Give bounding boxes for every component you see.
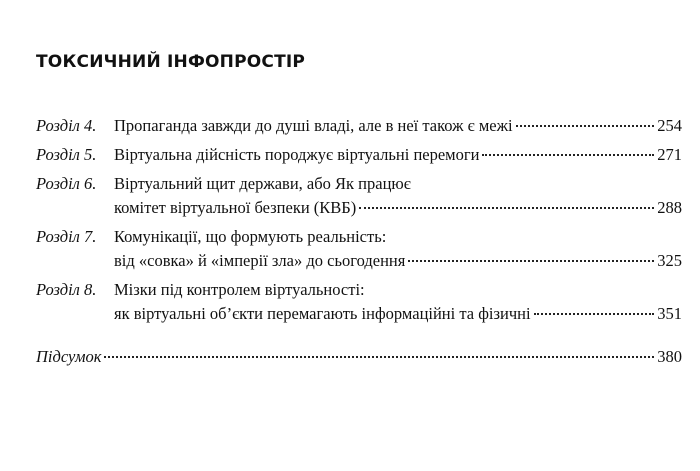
chapter-title-continued: як віртуальні об’єкти перемагають інформаційні та фізичні — [114, 304, 531, 323]
toc-entry-summary — [36, 345, 682, 369]
section-title: ТОКСИЧНИЙ ІНФОПРОСТІР — [36, 52, 306, 72]
chapter-title-line — [114, 278, 682, 302]
chapter-label: Розділ 5. — [36, 145, 97, 164]
chapter-title-line — [114, 196, 682, 220]
toc-entry-chapter-7 — [36, 225, 682, 273]
chapter-label: Розділ 4. — [36, 116, 97, 135]
chapter-title-line — [114, 225, 682, 249]
chapter-title-line — [114, 249, 682, 273]
page-number: 288 — [657, 198, 682, 217]
chapter-title-continued: від «совка» й «імперії зла» до сьогодення — [114, 251, 406, 270]
chapter-title-continued: комітет віртуальної безпеки (КВБ) — [114, 198, 357, 217]
page-number: 271 — [657, 145, 682, 164]
chapter-title-line — [114, 302, 682, 326]
summary-line — [36, 345, 682, 369]
chapter-label: Розділ 6. — [36, 174, 97, 193]
chapter-title-line — [114, 172, 682, 196]
dot-leader — [408, 260, 654, 262]
chapter-body — [114, 278, 682, 326]
chapter-title: Віртуальний щит держави, або Як працює — [114, 174, 411, 193]
page-number: 254 — [657, 116, 682, 135]
chapter-title: Мізки під контролем віртуальності: — [114, 280, 365, 299]
dot-leader — [534, 313, 655, 315]
toc-entry-chapter-4 — [36, 114, 682, 138]
chapter-label: Розділ 8. — [36, 280, 97, 299]
chapter-title-line — [114, 143, 682, 167]
chapter-title: Пропаганда завжди до душі владі, але в неї також є межі — [114, 116, 513, 135]
page-number: 351 — [657, 304, 682, 323]
dot-leader — [359, 207, 654, 209]
chapter-title: Віртуальна дійсність породжує віртуальні перемоги — [114, 145, 480, 164]
summary-label: Підсумок — [36, 347, 102, 366]
dot-leader — [516, 125, 655, 127]
chapter-body — [114, 143, 682, 167]
chapter-body — [114, 114, 682, 138]
dot-leader — [104, 356, 654, 358]
page-number: 325 — [657, 251, 682, 270]
chapter-body — [114, 225, 682, 273]
toc-entry-chapter-8 — [36, 278, 682, 326]
toc-entry-chapter-6 — [36, 172, 682, 220]
chapter-label: Розділ 7. — [36, 227, 97, 246]
table-of-contents — [36, 114, 682, 331]
dot-leader — [482, 154, 654, 156]
chapter-body — [114, 172, 682, 220]
chapter-title: Комунікації, що формують реальність: — [114, 227, 387, 246]
page-number: 380 — [657, 347, 682, 366]
chapter-title-line — [114, 114, 682, 138]
toc-entry-chapter-5 — [36, 143, 682, 167]
